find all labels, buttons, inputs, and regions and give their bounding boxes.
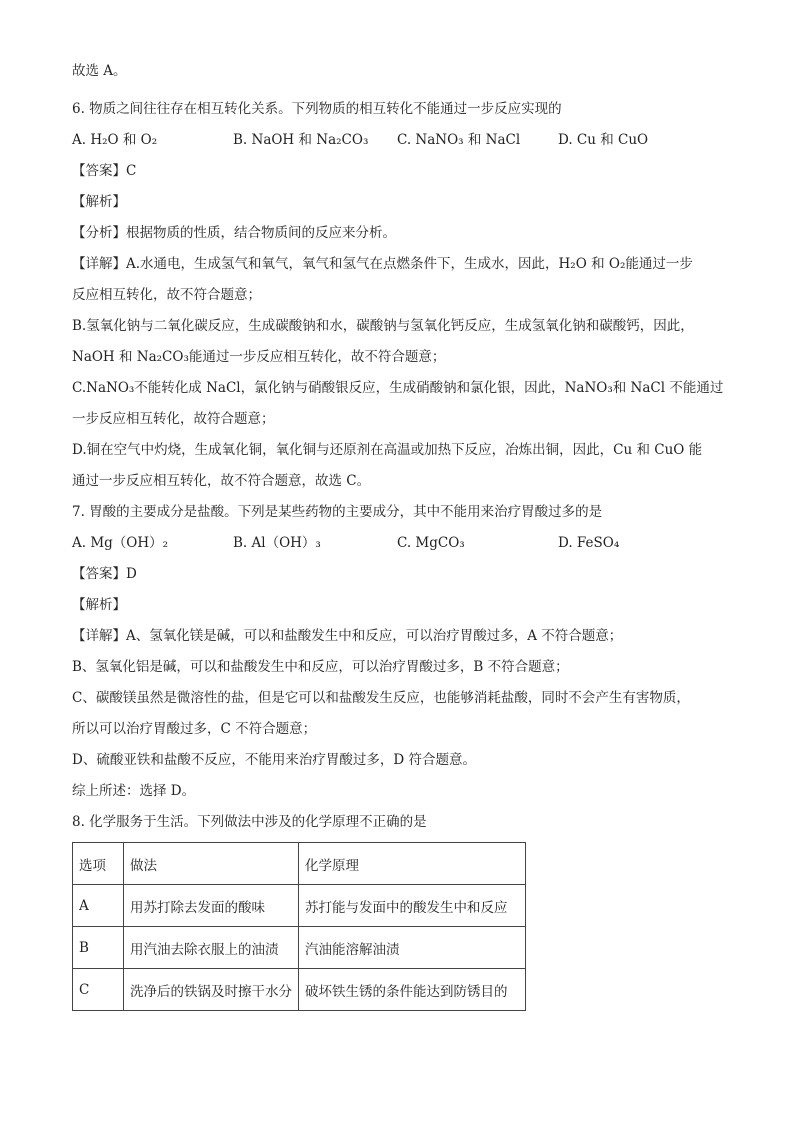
question-7-detail-d: D、硫酸亚铁和盐酸不反应，不能用来治疗胃酸过多，D 符合题意。 [72, 752, 476, 768]
question-6-detail-c-1: C.NaNO₃不能转化成 NaCl，氯化钠与硝酸银反应，生成硝酸钠和氯化银，因此，NaNO₃和 NaCl 不能通过 [72, 380, 724, 396]
table-row [73, 885, 526, 927]
table-cell: 苏打能与发面中的酸发生中和反应 [299, 885, 526, 927]
question-6-stem: 6. 物质之间往往存在相互转化关系。下列物质的相互转化不能通过一步反应实现的 [72, 101, 562, 117]
question-6-detail-a-1: 【详解】A.水通电，生成氢气和氧气，氧气和氢气在点燃条件下，生成水，因此，H₂O 和 O₂能通过一步 [72, 256, 693, 272]
question-7-detail-c-2: 所以可以治疗胃酸过多，C 不符合题意； [72, 721, 317, 737]
question-7-detail-b: B、氢氧化铝是碱，可以和盐酸发生中和反应，可以治疗胃酸过多，B 不符合题意； [72, 659, 569, 675]
table-cell: 汽油能溶解油渍 [299, 927, 526, 969]
question-6-detail-a-2: 反应相互转化，故不符合题意； [72, 287, 261, 303]
question-7-detail-c-1: C、碳酸镁虽然是微溶性的盐，但是它可以和盐酸发生反应，也能够消耗盐酸，同时不会产生有害物质， [72, 690, 690, 706]
question-6-detail-d-2: 通过一步反应相互转化，故不符合题意，故选 C。 [72, 473, 371, 489]
question-6-options [72, 131, 732, 149]
option-b: B. Al（OH）₃ [233, 535, 321, 551]
question-6-detail-d-1: D.铜在空气中灼烧，生成氧化铜，氧化铜与还原剂在高温或加热下反应，冶炼出铜，因此，Cu 和 CuO 能 [72, 442, 703, 458]
question-6-answer: 【答案】C [72, 163, 137, 179]
question-8-stem: 8. 化学服务于生活。下列做法中涉及的化学原理不正确的是 [72, 814, 427, 830]
table-cell: C [73, 969, 124, 1011]
question-6-analysis-heading: 【解析】 [72, 194, 126, 210]
table-cell: 用苏打除去发面的酸味 [124, 885, 299, 927]
table-header-cell: 做法 [124, 843, 299, 885]
option-c: C. MgCO₃ [397, 535, 465, 551]
question-7-summary: 综上所述：选择 D。 [72, 783, 196, 799]
option-d: D. Cu 和 CuO [558, 132, 649, 148]
table-header-row [73, 843, 526, 885]
option-d: D. FeSO₄ [558, 535, 620, 551]
question-6-fenxi: 【分析】根据物质的性质，结合物质间的反应来分析。 [72, 225, 396, 241]
question-8-table [72, 842, 526, 1011]
question-6-detail-b-2: NaOH 和 Na₂CO₃能通过一步反应相互转化，故不符合题意； [72, 349, 446, 365]
option-a: A. Mg（OH）₂ [72, 535, 169, 551]
table-header-cell: 选项 [73, 843, 124, 885]
table-cell: A [73, 885, 124, 927]
option-a: A. H₂O 和 O₂ [72, 132, 158, 148]
previous-conclusion: 故选 A。 [72, 63, 127, 79]
question-7-options [72, 534, 732, 552]
table-row [73, 969, 526, 1011]
table-header-cell: 化学原理 [299, 843, 526, 885]
question-7-answer: 【答案】D [72, 566, 137, 582]
option-b: B. NaOH 和 Na₂CO₃ [233, 132, 369, 148]
table-cell: 破坏铁生锈的条件能达到防锈目的 [299, 969, 526, 1011]
table-cell: 用汽油去除衣服上的油渍 [124, 927, 299, 969]
question-6-detail-b-1: B.氢氧化钠与二氧化碳反应，生成碳酸钠和水，碳酸钠与氢氧化钙反应，生成氢氧化钠和碳酸钙，因此， [72, 318, 694, 334]
table-cell: B [73, 927, 124, 969]
option-c: C. NaNO₃ 和 NaCl [397, 132, 521, 148]
table-row [73, 927, 526, 969]
question-6-detail-c-2: 一步反应相互转化，故符合题意； [72, 411, 275, 427]
question-7-stem: 7. 胃酸的主要成分是盐酸。下列是某些药物的主要成分，其中不能用来治疗胃酸过多的是 [72, 504, 603, 520]
table-cell: 洗净后的铁锅及时擦干水分 [124, 969, 299, 1011]
question-7-analysis-heading: 【解析】 [72, 597, 126, 613]
question-7-detail-a: 【详解】A、氢氧化镁是碱，可以和盐酸发生中和反应，可以治疗胃酸过多，A 不符合题意； [72, 628, 623, 644]
